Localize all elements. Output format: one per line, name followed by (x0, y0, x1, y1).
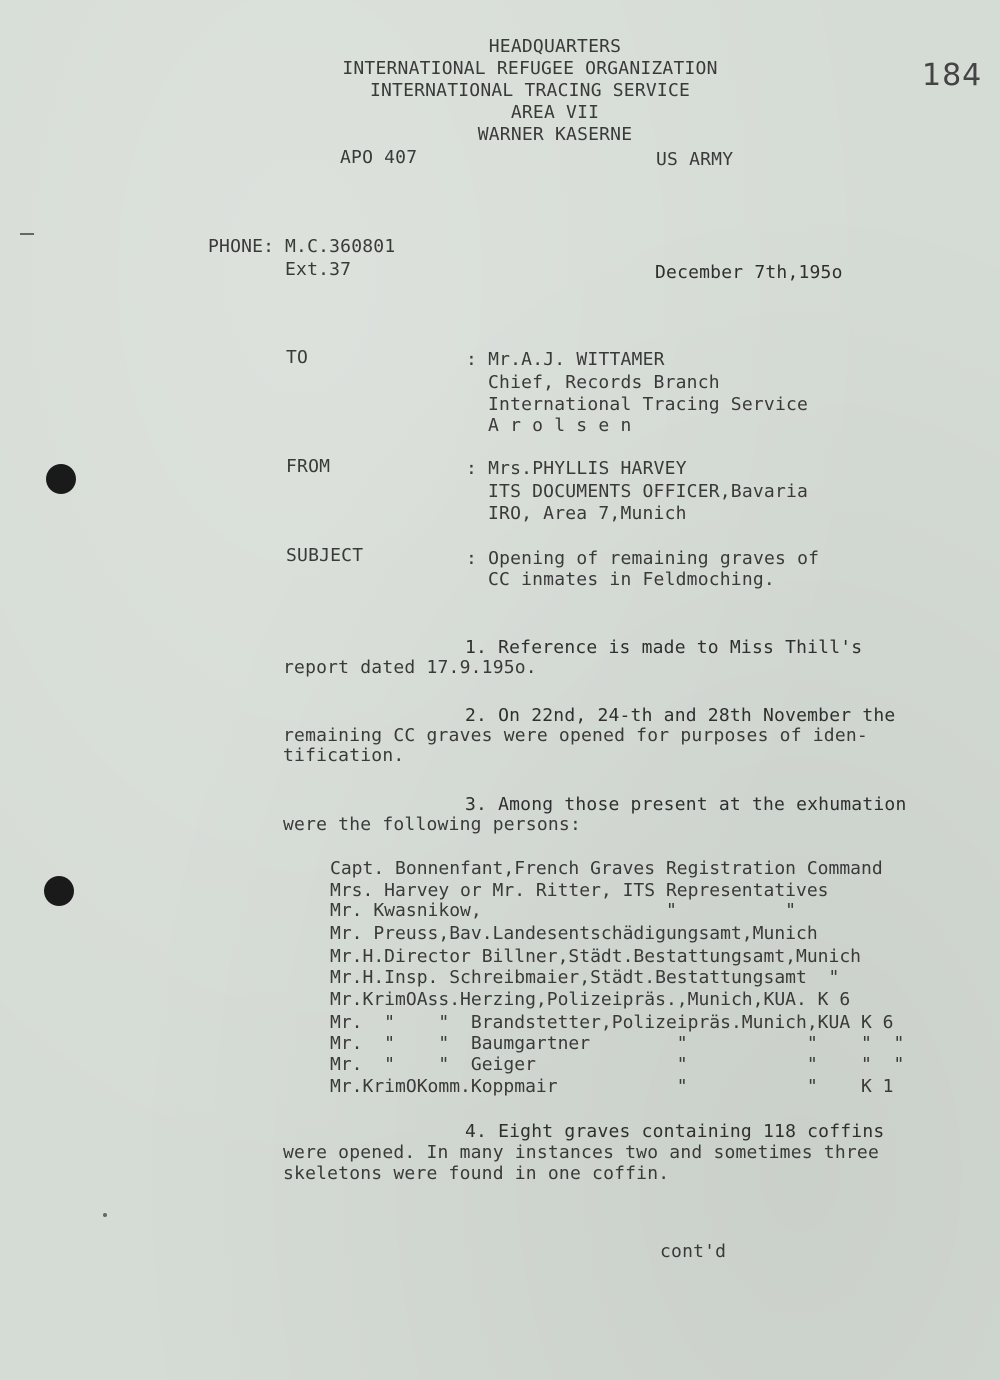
paragraph-1-line: report dated 17.9.195o. (283, 657, 537, 678)
to-line: Chief, Records Branch (488, 372, 720, 393)
paragraph-3-line: were the following persons: (283, 814, 581, 835)
header-line-2: INTERNATIONAL REFUGEE ORGANIZATION (342, 58, 718, 79)
header-apo: APO 407 (340, 147, 418, 168)
page-number: 184 (922, 58, 983, 93)
person-entry: Mr. " " Geiger " " " " (330, 1054, 905, 1075)
phone-ext: Ext.37 (285, 259, 352, 280)
from-line: IRO, Area 7,Munich (488, 503, 687, 524)
header-line-1: HEADQUARTERS (488, 36, 622, 57)
paragraph-2-line: remaining CC graves were opened for purposes of iden- (283, 725, 868, 746)
person-entry: Mrs. Harvey or Mr. Ritter, ITS Representatives (330, 880, 829, 901)
person-entry: Mr. Preuss,Bav.Landesentschädigungsamt,Munich (330, 923, 818, 944)
paragraph-3-line: 3. Among those present at the exhumation (465, 794, 907, 815)
person-entry: Mr.H.Insp. Schreibmaier,Städt.Bestattungsamt " (330, 967, 840, 988)
phone-label: PHONE: (208, 236, 275, 257)
paragraph-4-line: were opened. In many instances two and sometimes three (283, 1142, 879, 1163)
continued-note: cont'd (660, 1241, 727, 1262)
paragraph-2-line: 2. On 22nd, 24-th and 28th November the (465, 705, 896, 726)
punch-hole-top (46, 464, 76, 494)
person-entry: Mr. " " Baumgartner " " " " (330, 1033, 905, 1054)
to-line: : Mr.A.J. WITTAMER (466, 349, 665, 370)
paragraph-1-line: 1. Reference is made to Miss Thill's (465, 637, 863, 658)
margin-mark (20, 233, 34, 235)
margin-dot (103, 1213, 107, 1217)
to-line: International Tracing Service (488, 394, 809, 415)
paragraph-4-line: 4. Eight graves containing 118 coffins (465, 1121, 885, 1142)
subject-line: CC inmates in Feldmoching. (488, 569, 775, 590)
to-line: A r o l s e n (488, 415, 632, 436)
letter-date: December 7th,195o (655, 262, 843, 283)
person-entry: Mr.KrimOAss.Herzing,Polizeipräs.,Munich,KUA. K 6 (330, 989, 851, 1010)
header-line-5: WARNER KASERNE (477, 124, 633, 145)
from-label: FROM (286, 456, 331, 477)
person-entry: Mr. Kwasnikow, " " (330, 900, 796, 921)
subject-label: SUBJECT (286, 545, 364, 566)
phone-number: M.C.360801 (285, 236, 396, 257)
person-entry: Mr.H.Director Billner,Städt.Bestattungsamt,Munich (330, 946, 862, 967)
from-line: ITS DOCUMENTS OFFICER,Bavaria (488, 481, 809, 502)
header-line-4: AREA VII (510, 102, 600, 123)
to-label: TO (286, 347, 309, 368)
person-entry: Capt. Bonnenfant,French Graves Registration Command (330, 858, 883, 879)
header-army: US ARMY (656, 149, 734, 170)
subject-line: : Opening of remaining graves of (466, 548, 820, 569)
from-line: : Mrs.PHYLLIS HARVEY (466, 458, 687, 479)
header-line-3: INTERNATIONAL TRACING SERVICE (369, 80, 691, 101)
paragraph-4-line: skeletons were found in one coffin. (283, 1163, 670, 1184)
paragraph-2-line: tification. (283, 745, 405, 766)
punch-hole-bottom (44, 876, 74, 906)
person-entry: Mr.KrimOKomm.Koppmair " " K 1 (330, 1076, 894, 1097)
person-entry: Mr. " " Brandstetter,Polizeipräs.Munich,KUA K 6 (330, 1012, 894, 1033)
